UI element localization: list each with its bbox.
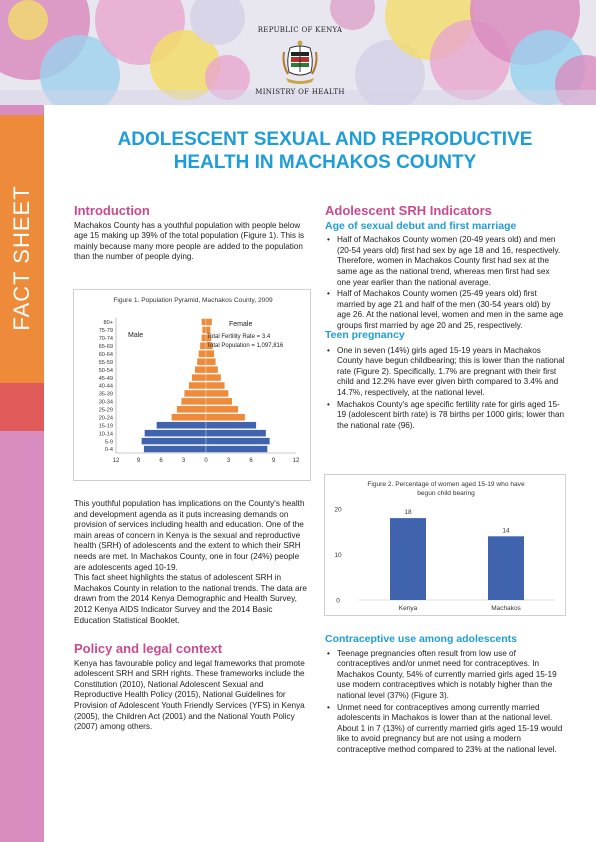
age-group-label: 25-29 — [98, 407, 113, 414]
bar-kenya — [390, 518, 426, 600]
category-label: Kenya — [398, 605, 418, 612]
legend-male: Male — [128, 332, 144, 339]
male-bar — [195, 366, 206, 373]
male-bar — [189, 382, 206, 389]
page-title — [60, 128, 590, 174]
context-section — [74, 499, 310, 626]
male-bar — [142, 438, 207, 445]
category-label: Machakos — [491, 605, 521, 612]
male-bar — [144, 446, 206, 453]
figure-1-population-pyramid — [73, 289, 311, 481]
debut-heading: Age of sexual debut and first marriage — [325, 219, 517, 232]
contra-bullet-1: • Teenage pregnancies often result from low use of contraceptives and/or unmet need for contraceptives. In Machakos County, 54% of currently married girls aged 15-19 use modern contraceptives which is notably higher than the national level (37%) (Figure 3). — [325, 649, 565, 702]
female-bar — [206, 358, 216, 365]
age-group-label: 75-79 — [98, 328, 113, 335]
x-tick-label: 9 — [271, 458, 276, 464]
age-group-label: 70-74 — [98, 336, 113, 343]
age-group-label: 15-19 — [98, 423, 113, 430]
population-annotation: Total Population = 1,097,816 — [207, 343, 284, 349]
male-bar — [197, 358, 206, 365]
debut-list — [325, 235, 565, 331]
contra-list — [325, 649, 565, 756]
data-label: 14 — [502, 527, 510, 535]
title-line-1: ADOLESCENT SEXUAL AND REPRODUCTIVE — [117, 129, 533, 150]
republic-label: REPUBLIC OF KENYA — [257, 26, 343, 34]
female-bar — [206, 366, 218, 373]
age-group-label: 35-39 — [98, 391, 113, 398]
teen-bullet-2: • Machakos County's age specific fertility rate for girls aged 15-19 (adolescent birth rate) is 78 births per 1000 girls; lower than the national rate (96). — [325, 400, 565, 432]
contra-heading: Contraceptive use among adolescents — [325, 633, 517, 645]
age-group-label: 10-14 — [98, 431, 113, 438]
female-bar — [206, 438, 270, 445]
female-bar — [206, 326, 211, 333]
sidebar-red-band — [0, 383, 44, 431]
government-block — [250, 26, 350, 96]
male-bar — [200, 342, 206, 349]
age-group-label: 30-34 — [98, 399, 113, 406]
female-bar — [206, 430, 266, 437]
x-tick-label: 12 — [292, 458, 300, 464]
x-tick-label: 3 — [181, 458, 186, 464]
indicators-heading: Adolescent SRH Indicators — [325, 203, 492, 218]
male-bar — [177, 406, 206, 413]
kenya-coat-of-arms-icon — [280, 38, 320, 86]
debut-bullet-2: • Half of Machakos County women (25-49 years old) first married by age 21 and half of the men (30-54 years old) by age 26. At the national level, women and men in the same age groups first married by age 20 and 25, respectively. — [325, 289, 565, 331]
debut-bullet-1: • Half of Machakos County women (20-49 years old) and men (20-54 years old) first had sex by age 18 and 16, respectively. Therefore, women in Machakos County first had sex at the same age as the national trend, whereas men first had sex one year earlier than the national average. — [325, 235, 565, 288]
female-bar — [206, 406, 238, 413]
policy-paragraph: Kenya has favourable policy and legal frameworks that promote adolescent SRH and SRH rights. These frameworks include the Constitution (2010), National Adolescent Sexual and Reproductive Health Policy (2015), National Guidelines for Provision of Adolescent Youth Friendly Services (YFS) in Kenya (2005), the Children Act (2001) and the National Youth Policy (2007) among others. — [74, 658, 305, 732]
teen-section — [325, 330, 565, 432]
sidebar-orange-band — [0, 115, 44, 383]
y-tick-label: 10 — [334, 552, 342, 559]
context-paragraph-1: This youthful population has implications on the County's health and development agenda as it puts increasing demands on provision of services including health and education. One of the main areas of concern in Kenya is the sexual and reproductive health (SRH) of adolescents and the extent to which their SRH needs are met. In Machakos County, one in four (24%) people are adolescents aged 10-19. — [74, 499, 305, 572]
context-paragraph-2: This fact sheet highlights the status of adolescent SRH in Machakos County in relation to the national trends. The data are drawn from the 2014 Kenya Demographic and Health Survey, 2012 Kenya AIDS Indicator Survey and the 2014 Basic Education Statistical Booklet. — [74, 573, 307, 625]
male-bar — [172, 414, 207, 421]
y-tick-label: 0 — [336, 597, 340, 605]
pyramid-chart — [74, 290, 312, 482]
female-bar — [206, 398, 232, 405]
male-bar — [157, 422, 207, 429]
ministry-label: MINISTRY OF HEALTH — [255, 88, 345, 96]
teen-heading: Teen pregnancy — [325, 329, 405, 341]
female-bar — [206, 414, 245, 421]
sidebar-strip — [0, 105, 44, 842]
female-bar — [206, 446, 268, 453]
female-bar — [206, 422, 256, 429]
intro-paragraph: Machakos County has a youthful population with people below age 15 making up 39% of the total population (Figure 1). This is mainly because many more people are added to the population than the number of people dying. — [74, 220, 305, 262]
x-tick-label: 9 — [136, 458, 141, 464]
childbearing-chart — [325, 475, 567, 617]
female-bar — [206, 390, 229, 397]
fact-sheet-label: FACT SHEET — [9, 185, 34, 331]
bar-machakos — [488, 536, 524, 600]
male-bar — [145, 430, 207, 437]
fertility-annotation: Total Fertility Rate = 3.4 — [207, 334, 271, 340]
x-tick-label: 12 — [112, 458, 120, 464]
female-bar — [206, 350, 214, 357]
male-bar — [202, 334, 207, 341]
policy-section — [74, 641, 310, 733]
female-bar — [206, 382, 225, 389]
male-bar — [202, 326, 206, 333]
policy-heading: Policy and legal context — [74, 641, 223, 656]
intro-heading: Introduction — [74, 203, 150, 218]
age-group-label: 40-44 — [98, 383, 113, 390]
male-bar — [192, 374, 206, 381]
contra-bullet-2: • Unmet need for contraceptives among currently married adolescents in Machakos is lower than at the national level. About 1 in 7 (13%) of currently married girls aged 15-19 would like to avoid pregnancy but are not using a modern contraceptive method compared to 23% at the national level. — [325, 703, 565, 756]
age-group-label: 45-49 — [98, 375, 113, 382]
age-group-label: 65-69 — [98, 343, 113, 350]
y-tick-label: 20 — [334, 506, 342, 514]
male-bar — [202, 319, 207, 326]
age-group-label: 50-54 — [98, 367, 113, 374]
indicators-section — [325, 203, 565, 333]
data-label: 18 — [404, 509, 412, 517]
female-bar — [206, 319, 212, 326]
male-bar — [199, 350, 207, 357]
age-group-label: 60-64 — [98, 351, 113, 358]
teen-list — [325, 346, 565, 432]
male-bar — [181, 398, 206, 405]
figure-1-title: Figure 1. Population Pyramid, Machakos County, 2009 — [113, 297, 273, 304]
age-group-label: 0-4 — [104, 447, 113, 454]
male-bar — [184, 390, 206, 397]
age-group-label: 5-9 — [104, 439, 113, 446]
x-tick-label: 6 — [159, 458, 163, 464]
age-group-label: 80+ — [103, 320, 113, 327]
legend-female: Female — [229, 321, 253, 328]
x-tick-label: 6 — [249, 458, 253, 464]
x-tick-label: 3 — [226, 458, 231, 464]
x-tick-label: 0 — [204, 458, 208, 464]
age-group-label: 20-24 — [98, 415, 113, 422]
figure-2-childbearing — [324, 474, 566, 616]
age-group-label: 55-59 — [98, 359, 113, 366]
title-line-2: HEALTH IN MACHAKOS COUNTY — [173, 152, 477, 173]
figure-2-title: Figure 2. Percentage of women aged 15-19 who have begun child bearing — [367, 481, 525, 497]
header-banner — [0, 0, 596, 105]
contraceptive-section — [325, 634, 565, 757]
intro-section — [74, 203, 308, 263]
teen-bullet-1: • One in seven (14%) girls aged 15-19 years in Machakos County have begun childbearing; this is lower than the national rate (Figure 2). Specifically, 1.7% are pregnant with their first child and 12.2% have ever given birth compared to 3.4% and 14.7%, respectively, at the national level. — [325, 346, 565, 399]
female-bar — [206, 374, 221, 381]
